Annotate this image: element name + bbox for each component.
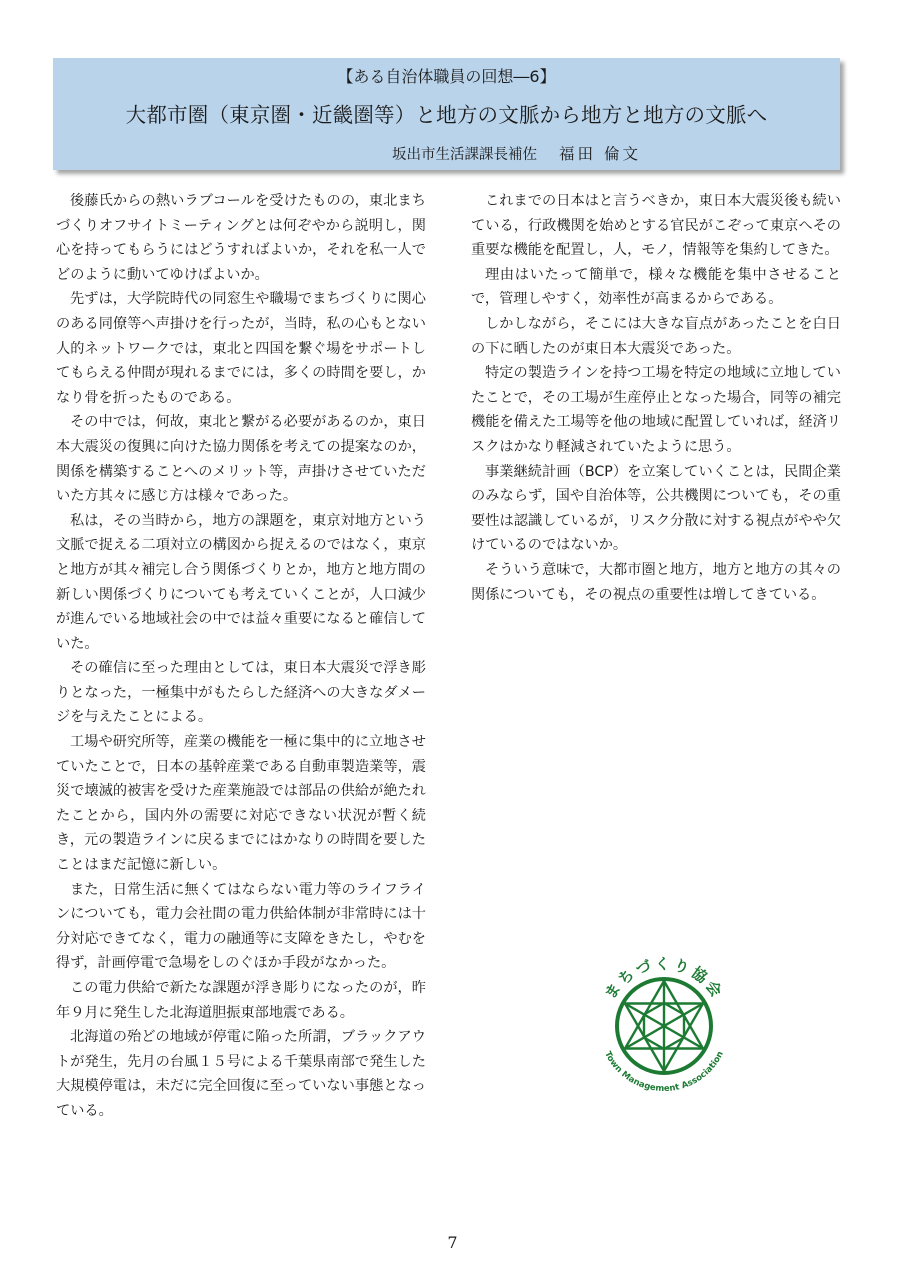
paragraph: しかしながら，そこには大きな盲点があったことを白日の下に晒したのが東日本大震災であった。	[471, 315, 841, 357]
logo-star-pattern	[625, 981, 703, 1071]
body-column-right	[471, 189, 841, 607]
paragraph: 私は，その当時から，地方の課題を，東京対地方という文脈で捉える二項対立の構図から捉えるのではなく，東京と地方が其々補完し合う関係づくりとか，地方と地方間の新しい関係づくりについても考えていくことが，人口減少が進んでいる地域社会の中では益々重要になると確信していた。	[56, 512, 426, 652]
page-number: 7	[447, 1233, 458, 1252]
logo-japanese-text: まちづくり協会	[601, 954, 727, 1003]
paragraph: 後藤氏からの熱いラブコールを受けたものの，東北まちづくりオフサイトミーティングとは何ぞやから説明し，関心を持ってもらうにはどうすればよいか，それを私一人でどのように動いてゆけばよいか。	[56, 193, 426, 283]
author-organization: 坂出市生活課課長補佐	[392, 147, 538, 163]
paragraph: 北海道の殆どの地域が停電に陥った所謂，ブラックアウトが発生，先月の台風１５号による千葉県南部で発生した大規模停電は，未だに完全回復に至っていない事態となっている。	[56, 1029, 426, 1119]
logo-english-text: Town Management Association	[602, 1049, 726, 1095]
paragraph: その中では，何故，東北と繋がる必要があるのか，東日本大震災の復興に向けた協力関係を考えての提案なのか，関係を構築することへのメリット等，声掛けさせていただいた方其々に感じ方は様々であった。	[56, 414, 426, 505]
paragraph: 理由はいたって簡単で，様々な機能を集中させることで，管理しやすく，効率性が高まるからである。	[471, 266, 841, 308]
paragraph: 特定の製造ラインを持つ工場を特定の地域に立地していたことで，その工場が生産停止となった場合，同等の補完機能を備えた工場等を他の地域に配置していれば，経済リスクはかなり軽減されていたように思う。	[471, 365, 841, 455]
paragraph: そういう意味で，大都市圏と地方，地方と地方の其々の関係についても，その視点の重要性は増してきている。	[471, 561, 841, 603]
body-column-left	[56, 189, 426, 1124]
paragraph: 工場や研究所等，産業の機能を一極に集中的に立地させていたことで，日本の基幹産業である自動車製造業等，震災で壊滅的被害を受けた産業施設では部品の供給が絶たれたことから，国内外の需要に対応できない状況が暫く続き，元の製造ラインに戻るまでにはかなりの時間を要したことはまだ記憶に新しい。	[56, 734, 426, 874]
series-title: 【ある自治体職員の回想―6】	[337, 67, 556, 86]
article-header	[53, 58, 840, 170]
paragraph: その確信に至った理由としては，東日本大震災で浮き彫りとなった，一極集中がもたらした経済への大きなダメージを与えたことによる。	[56, 660, 426, 726]
paragraph: 事業継続計画（BCP）を立案していくことは，民間企業のみならず，国や自治体等，公共機関についても，その重要性は認識しているが，リスク分散に対する視点がやや欠けているのではないか。	[471, 463, 841, 554]
author-name: 福田 倫文	[559, 145, 641, 163]
paragraph: この電力供給で新たな課題が浮き彫りになったのが，昨年９月に発生した北海道胆振東部地震である。	[56, 980, 426, 1021]
paragraph: これまでの日本はと言うべきか，東日本大震災後も続いている，行政機関を始めとする官民がこぞって東京へその重要な機能を配置し，人，モノ，情報等を集約してきた。	[471, 193, 841, 259]
article-title: 大都市圏（東京圏・近畿圏等）と地方の文脈から地方と地方の文脈へ	[125, 103, 768, 127]
town-management-association-logo	[591, 953, 737, 1099]
author-line	[53, 144, 840, 165]
paragraph: 先ずは，大学院時代の同窓生や職場でまちづくりに関心のある同僚等へ声掛けを行ったが，当時，私の心もとない人的ネットワークでは，東北と四国を繋ぐ場をサポートしてもらえる仲間が現れるまでには，多くの時間を要し，かなり骨を折ったものである。	[56, 291, 426, 406]
paragraph: また，日常生活に無くてはならない電力等のライフラインについても，電力会社間の電力供給体制が非常時には十分対応できてなく，電力の融通等に支障をきたし，やむを得ず，計画停電で急場をしのぐほか手段がなかった。	[56, 881, 426, 972]
